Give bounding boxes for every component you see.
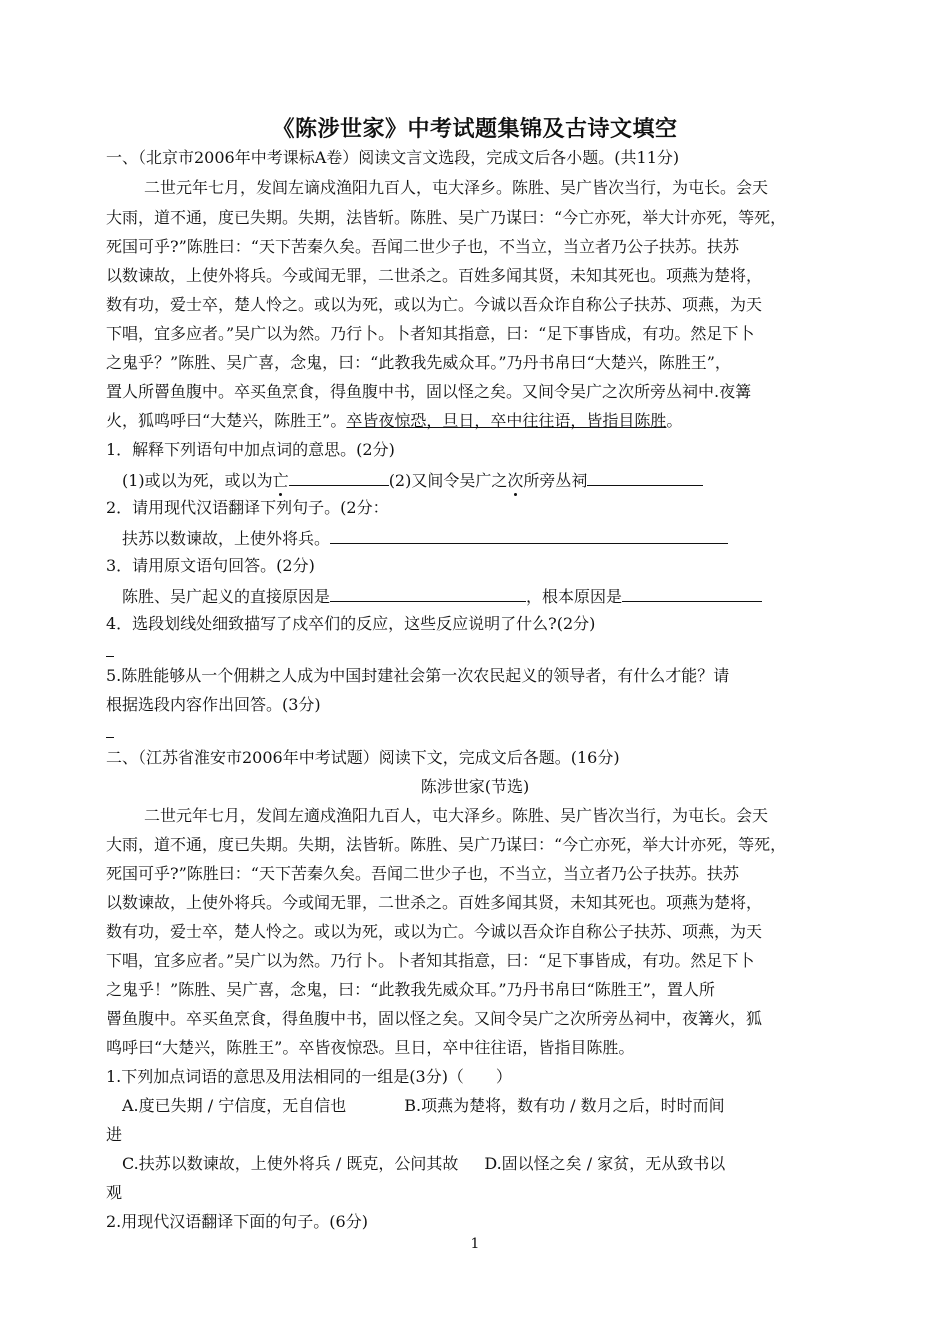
question-2-sentence: [122, 527, 867, 549]
s1-passage-line: 大雨，道不通，度已失期。失期，法皆斩。陈胜、吴广乃谋曰：“今亡亦死，举大计亦死，等死，: [106, 208, 787, 227]
s1-passage-line: 数有功，爱士卒，楚人怜之。或以为死，或以为亡。今诚以吾众诈自称公子扶苏、项燕，为天: [106, 295, 763, 314]
question-5: 5.陈胜能够从一个佣耕之人成为中国封建社会第一次农民起义的领导者，有什么才能？请: [106, 666, 730, 685]
s2-passage-line: 死国可乎?”陈胜曰：“天下苦秦久矣。吾闻二世少子也，不当立，当立者乃公子扶苏。扶苏: [106, 864, 739, 883]
answer-blank[interactable]: [330, 585, 526, 602]
dotted-word: 亡: [272, 471, 289, 490]
question-3-prompt: [122, 585, 867, 607]
s1-passage-line-last: [106, 411, 851, 433]
s1-passage-period: 。: [666, 411, 683, 430]
option-b-continued: 进: [106, 1125, 123, 1144]
option-a-b: [122, 1096, 867, 1118]
sentence-text: 扶苏以数谏故，上使外将兵。: [122, 529, 331, 548]
answer-dash: [106, 656, 114, 657]
s1-passage-text: 火，狐鸣呼曰“大楚兴，陈胜王”。: [106, 411, 347, 430]
s2-question-2: 2.用现代汉语翻译下面的句子。(6分): [106, 1212, 368, 1231]
s2-passage-line: 以数谏故，上使外将兵。今或闻无罪，二世杀之。百姓多闻其贤，未知其死也。项燕为楚将，: [106, 893, 763, 912]
s1-passage-line: 以数谏故，上使外将兵。今或闻无罪，二世杀之。百姓多闻其贤，未知其死也。项燕为楚将，: [106, 266, 763, 285]
question-5-continued: 根据选段内容作出回答。(3分): [106, 695, 321, 714]
s2-passage-line: 二世元年七月，发闾左適戍渔阳九百人，屯大泽乡。陈胜、吴广皆次当行，为屯长。会天: [144, 806, 769, 825]
question-1-items: [122, 469, 867, 491]
q3-text: 陈胜、吴广起义的直接原因是: [122, 587, 331, 606]
answer-blank[interactable]: [330, 527, 728, 544]
q1b-text-end: 所旁丛祠: [523, 471, 588, 490]
underlined-passage-text: 卒皆夜惊恐，旦日，卒中往往语，皆指目陈胜: [346, 411, 667, 430]
s2-passage-line: 鸣呼曰“大楚兴，陈胜王”。卒皆夜惊恐。旦日，卒中往往语，皆指目陈胜。: [106, 1038, 635, 1057]
question-1: 1．解释下列语句中加点词的意思。(2分): [106, 440, 395, 459]
option-d: D.固以怪之矣 / 家贫，无从致书以: [484, 1154, 726, 1173]
option-b: B.项燕为楚将，数有功 / 数月之后，时时而间: [404, 1096, 725, 1115]
s1-passage-line: 下唱，宜多应者。”吴广以为然。乃行卜。卜者知其指意，曰：“足下事皆成，有功。然足下卜: [106, 324, 755, 343]
q3-text-mid: ，根本原因是: [526, 587, 623, 606]
option-c: C.扶苏以数谏故，上使外将兵 / 既克，公问其故: [122, 1154, 459, 1173]
s1-passage-line: 置人所罾鱼腹中。卒买鱼烹食，得鱼腹中书，固以怪之矣。又间令吴广之次所旁丛祠中.夜篝: [106, 382, 752, 401]
s2-passage-line: 下唱，宜多应者。”吴广以为然。乃行卜。卜者知其指意，曰：“足下事皆成，有功。然足下卜: [106, 951, 755, 970]
answer-blank[interactable]: [622, 585, 762, 602]
s2-question-1: 1.下列加点词语的意思及用法相同的一组是(3分)（ ）: [106, 1067, 512, 1086]
answer-blank[interactable]: [289, 469, 389, 486]
answer-blank[interactable]: [587, 469, 703, 486]
s2-passage-line: 数有功，爱士卒，楚人怜之。或以为死，或以为亡。今诚以吾众诈自称公子扶苏、项燕，为天: [106, 922, 763, 941]
document-title: 《陈涉世家》中考试题集锦及古诗文填空: [272, 117, 678, 142]
q1a-text: (1)或以为死，或以为: [122, 471, 273, 490]
s1-passage-line: 死国可乎?”陈胜曰：“天下苦秦久矣。吾闻二世少子也，不当立，当立者乃公子扶苏。扶苏: [106, 237, 739, 256]
answer-dash: [106, 737, 114, 738]
option-d-continued: 观: [106, 1183, 123, 1202]
section2-header: 二、（江苏省淮安市2006年中考试题）阅读下文，完成文后各题。(16分): [106, 748, 620, 767]
q1b-text: (2)又间令吴广之: [388, 471, 508, 490]
dotted-word: 次: [507, 471, 524, 490]
s2-passage-line: 大雨，道不通，度已失期。失期，法皆斩。陈胜、吴广乃谋曰：“今亡亦死，举大计亦死，等死，: [106, 835, 787, 854]
option-c-d: [122, 1154, 867, 1176]
s2-passage-line: 之鬼乎！”陈胜、吴广喜，念鬼，曰：“此教我先威众耳。”乃丹书帛曰“陈胜王”，置人所: [106, 980, 715, 999]
s2-passage-line: 罾鱼腹中。卒买鱼烹食，得鱼腹中书，固以怪之矣。又间令吴广之次所旁丛祠中，夜篝火，狐: [106, 1009, 763, 1028]
question-4: 4．选段划线处细致描写了戍卒们的反应，这些反应说明了什么?(2分): [106, 614, 596, 633]
passage-subtitle: 陈涉世家(节选): [420, 777, 530, 796]
s1-passage-line: 二世元年七月，发闾左谪戍渔阳九百人，屯大泽乡。陈胜、吴广皆次当行，为屯长。会天: [144, 178, 769, 197]
s1-passage-line: 之鬼乎？”陈胜、吴广喜，念鬼，曰：“此教我先威众耳。”乃丹书帛曰“大楚兴，陈胜王”，: [106, 353, 731, 372]
option-a: A.度已失期 / 宁信度，无自信也: [122, 1096, 347, 1115]
question-2: 2．请用现代汉语翻译下列句子。(2分：: [106, 498, 389, 517]
page-number: 1: [470, 1236, 480, 1252]
question-3: 3．请用原文语句回答。(2分): [106, 556, 315, 575]
section1-header: 一、（北京市2006年中考课标A卷）阅读文言文选段，完成文后各小题。(共11分): [106, 148, 680, 167]
